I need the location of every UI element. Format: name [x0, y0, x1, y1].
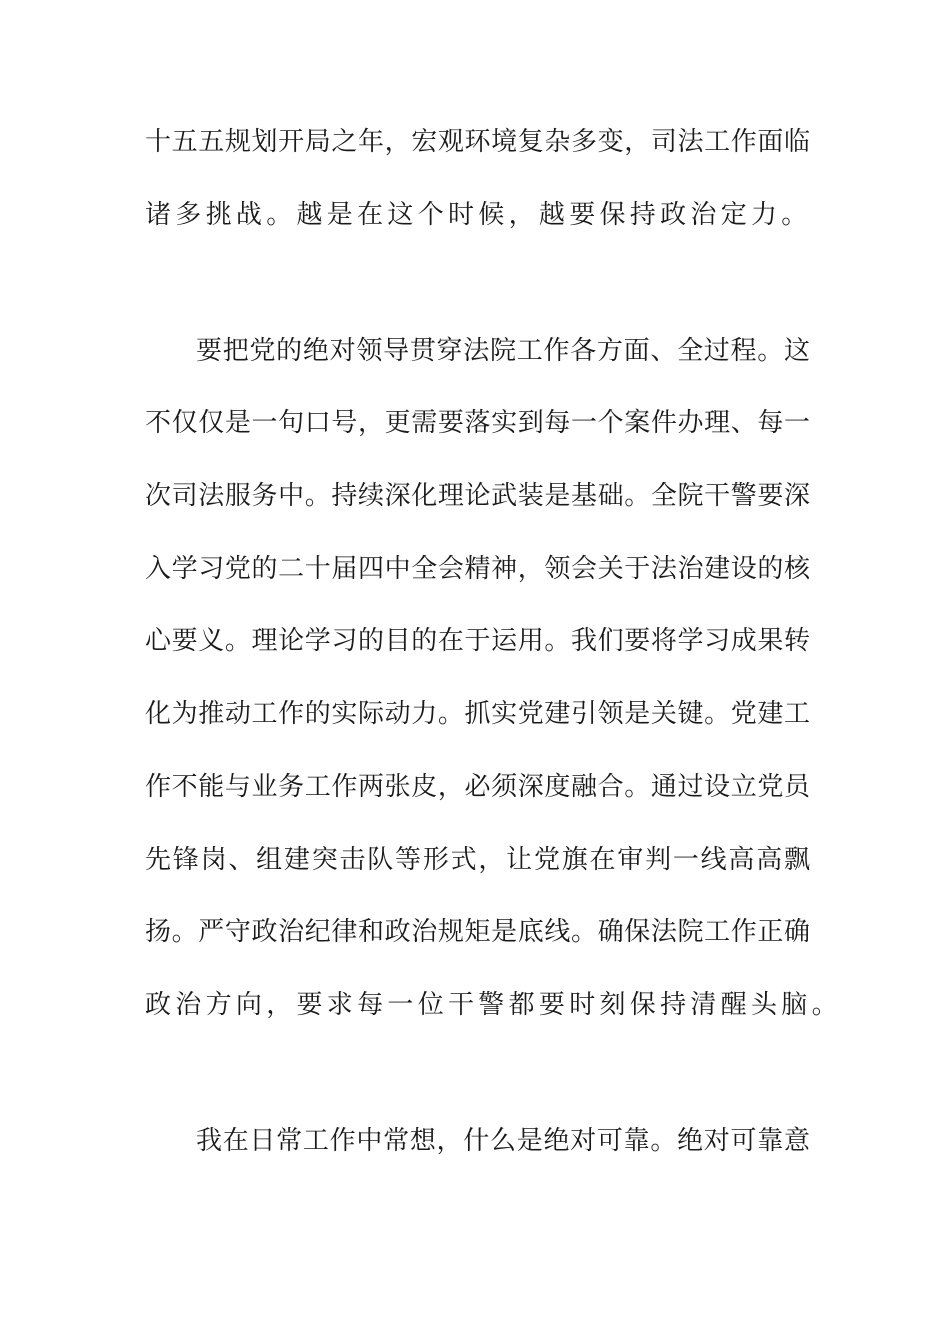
text-line: 作不能与业务工作两张皮，必须深度融合。通过设立党员 [145, 772, 810, 802]
text-line: 次司法服务中。持续深化理论武装是基础。全院干警要深 [145, 481, 810, 511]
text-line: 我在日常工作中常想，什么是绝对可靠。绝对可靠意 [196, 1126, 810, 1156]
text-line: 扬。严守政治纪律和政治规矩是底线。确保法院工作正确 [145, 917, 810, 947]
text-line: 化为推动工作的实际动力。抓实党建引领是关键。党建工 [145, 699, 810, 729]
text-line: 不仅仅是一句口号，更需要落实到每一个案件办理、每一 [145, 408, 810, 438]
text-line: 政治方向，要求每一位干警都要时刻保持清醒头脑。 [145, 990, 842, 1020]
text-line: 诸多挑战。越是在这个时候，越要保持政治定力。 [145, 200, 812, 230]
text-line: 入学习党的二十届四中全会精神，领会关于法治建设的核 [145, 554, 810, 584]
text-line: 先锋岗、组建突击队等形式，让党旗在审判一线高高飘 [145, 845, 810, 875]
text-line: 十五五规划开局之年，宏观环境复杂多变，司法工作面临 [145, 127, 810, 157]
text-line: 要把党的绝对领导贯穿法院工作各方面、全过程。这 [196, 336, 810, 366]
text-line: 心要义。理论学习的目的在于运用。我们要将学习成果转 [145, 626, 810, 656]
